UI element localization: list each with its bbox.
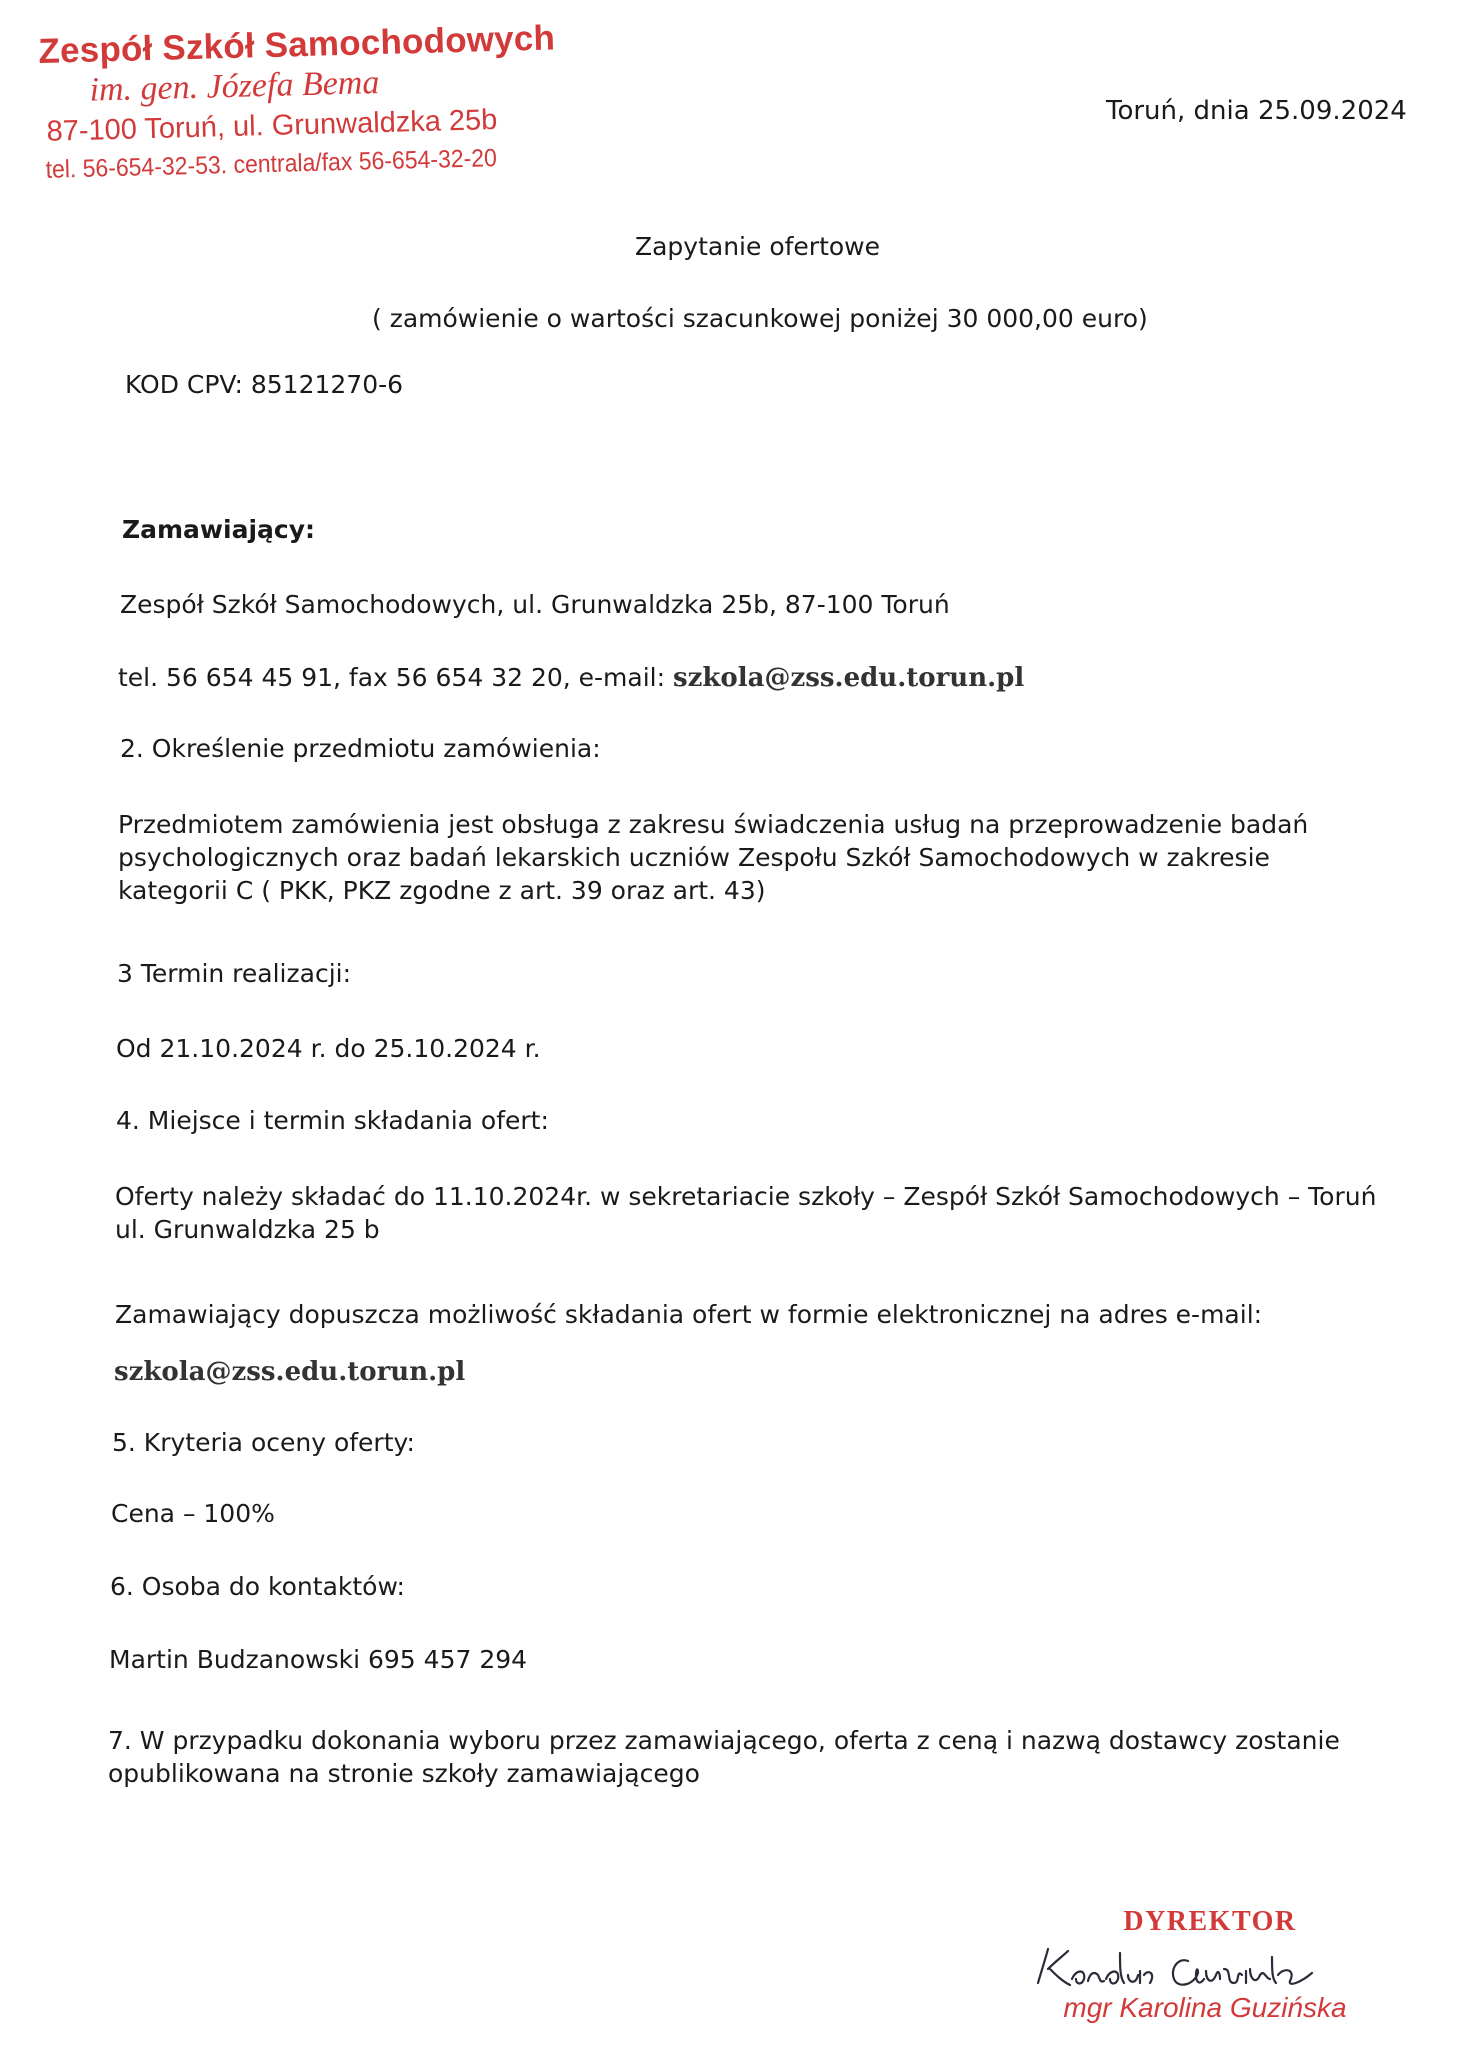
section-5-heading: 5. Kryteria oceny oferty: bbox=[112, 1428, 415, 1457]
client-contact bbox=[118, 661, 1024, 695]
client-email-link[interactable]: szkola@zss.edu.torun.pl bbox=[673, 663, 1025, 693]
letterhead-phone: tel. 56-654-32-53. centrala/fax 56-654-32-20 bbox=[45, 144, 498, 184]
section-2-heading: 2. Określenie przedmiotu zamówienia: bbox=[120, 734, 601, 763]
letterhead-school-name: Zespół Szkół Samochodowych bbox=[38, 18, 556, 71]
section-7-text: 7. W przypadku dokonania wyboru przez zamawiającego, oferta z ceną i nazwą dostawcy zostanie opublikowana na stronie szkoły zamawiającego bbox=[108, 1726, 1340, 1788]
section-4-electronic: Zamawiający dopuszcza możliwość składania ofert w formie elektronicznej na adres e-mail: bbox=[115, 1300, 1263, 1329]
client-contact-text: tel. 56 654 45 91, fax 56 654 32 20, e-mail: bbox=[118, 663, 673, 692]
section-3-heading: 3 Termin realizacji: bbox=[117, 959, 352, 988]
handwritten-signature bbox=[1020, 1939, 1360, 1997]
section-6-text: Martin Budzanowski 695 457 294 bbox=[109, 1645, 528, 1674]
letterhead-stamp bbox=[38, 18, 556, 188]
client-address: Zespół Szkół Samochodowych, ul. Grunwaldzka 25b, 87-100 Toruń bbox=[120, 590, 950, 619]
document-title: Zapytanie ofertowe bbox=[634, 232, 881, 261]
cpv-code: KOD CPV: 85121270-6 bbox=[125, 370, 404, 399]
section-3-text: Od 21.10.2024 r. do 25.10.2024 r. bbox=[116, 1034, 541, 1063]
section-2-text: Przedmiotem zamówienia jest obsługa z zakresu świadczenia usług na przeprowadzenie badań psychologicznych oraz badań lekarskich uczniów Zespołu Szkół Samochodowych w zakresie kategorii C ( PKK, PKZ zgodne z art. 39 oraz art. 43) bbox=[118, 810, 1309, 905]
signature-name: mgr Karolina Guzińska bbox=[1063, 1992, 1347, 2023]
section-4-text: Oferty należy składać do 11.10.2024r. w sekretariacie szkoły – Zespół Szkół Samochodowych – Toruń ul. Grunwaldzka 25 b bbox=[115, 1182, 1377, 1244]
section-4-heading: 4. Miejsce i termin składania ofert: bbox=[116, 1106, 549, 1135]
section-5-text: Cena – 100% bbox=[111, 1499, 275, 1528]
letterhead-patron: im. gen. Józefa Bema bbox=[89, 64, 380, 109]
place-date: Toruń, dnia 25.09.2024 bbox=[1106, 96, 1407, 126]
signature-title: DYREKTOR bbox=[1123, 1906, 1297, 1937]
document-subtitle: ( zamówienie o wartości szacunkowej poniżej 30 000,00 euro) bbox=[372, 304, 1148, 333]
letterhead-address: 87-100 Toruń, ul. Grunwaldzka 25b bbox=[46, 104, 498, 148]
client-heading: Zamawiający: bbox=[122, 515, 316, 544]
signature-block bbox=[1010, 1905, 1370, 2025]
section-4-email-link[interactable]: szkola@zss.edu.torun.pl bbox=[114, 1357, 466, 1387]
section-6-heading: 6. Osoba do kontaktów: bbox=[110, 1572, 405, 1601]
